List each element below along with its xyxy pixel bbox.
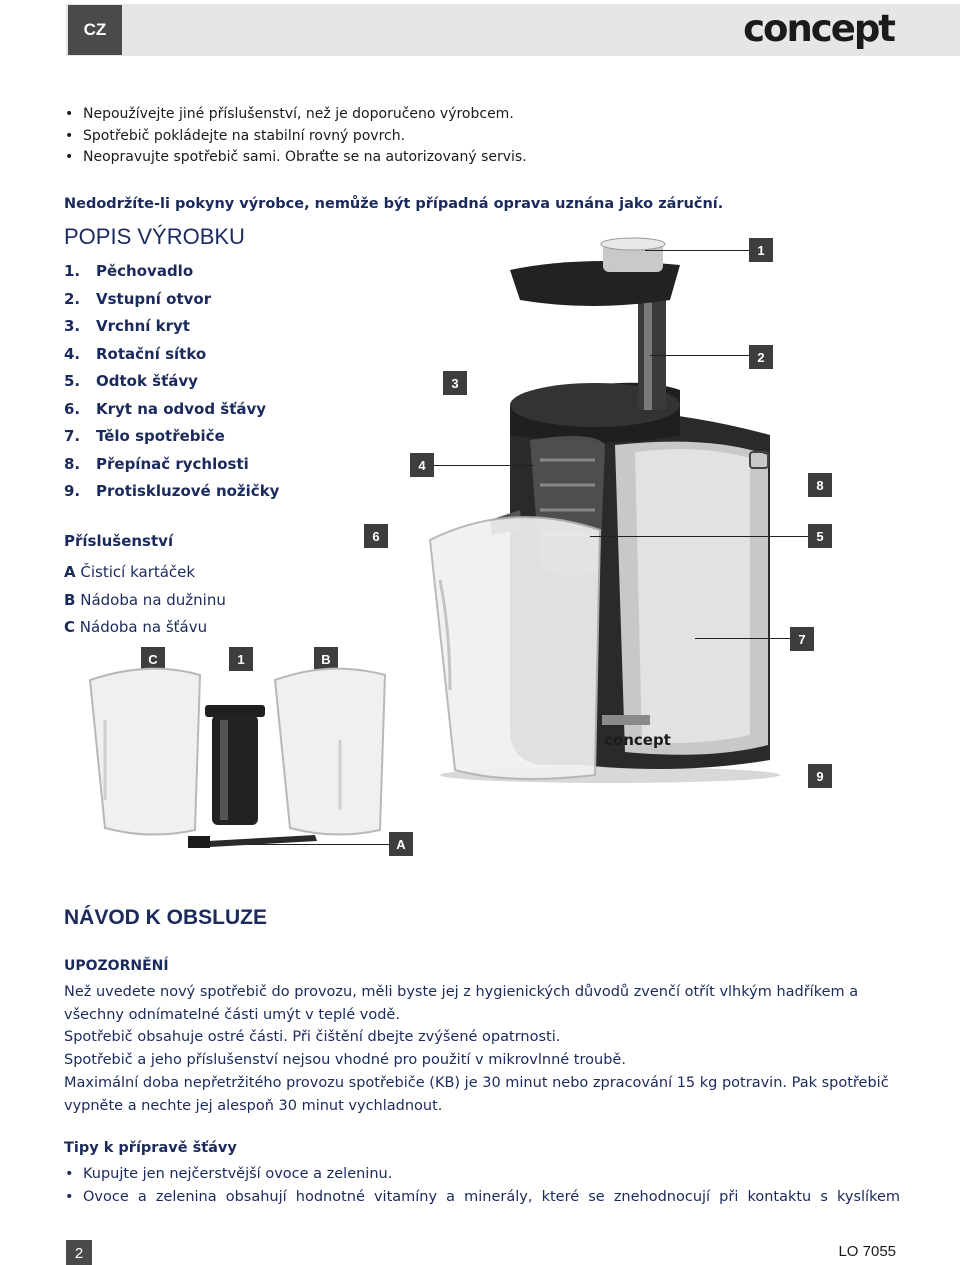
list-item: • Nepoužívejte jiné příslušenství, než je doporučeno výrobcem. [64,104,527,126]
callout-5: 5 [808,524,832,548]
leader-line [434,465,534,466]
accessory-key: C [64,618,76,636]
accessory-key: B [64,590,76,609]
part-number: 6. [64,399,81,418]
leader-line [695,638,790,639]
part-label: Pěchovadlo [96,262,194,280]
callout-1-tamper: 1 [229,647,253,671]
tips-title: Tipy k přípravě šťávy [64,1140,237,1156]
part-item [64,423,279,451]
part-number: 4. [64,344,81,363]
warranty-notice: Nedodržíte-li pokyny výrobce, nemůže být případná oprava uznána jako záruční. [64,196,724,212]
part-label: Protiskluzové nožičky [96,482,280,500]
part-item [64,313,279,341]
accessory-label: Nádoba na šťávu [79,618,208,636]
warning-text [64,981,900,1117]
warning-title: UPOZORNĚNÍ [64,958,169,974]
accessory-item [64,587,226,615]
part-label: Tělo spotřebiče [96,427,225,445]
part-label: Odtok šťávy [96,372,198,390]
part-number: 9. [64,482,81,500]
part-label: Vrchní kryt [96,317,190,335]
part-label: Kryt na odvod šťávy [96,399,267,418]
accessory-label: Čisticí kartáček [80,563,196,581]
callout-4: 4 [410,453,434,477]
part-number: 5. [64,372,81,390]
callout-3: 3 [443,371,467,395]
part-item [64,286,279,314]
part-item [64,368,279,396]
part-number: 1. [64,262,81,280]
warning-line: Než uvedete nový spotřebič do provozu, měli byste jej z hygienických důvodů zvenčí otřít vlhkým hadříkem a všechny odnímatelné části umýt v teplé vodě. [64,984,859,1023]
tips-list [64,1163,900,1208]
list-item: • Kupujte jen nejčerstvější ovoce a zeleninu. [64,1163,900,1186]
leader-line [650,355,749,356]
callout-6: 6 [364,524,388,548]
part-label: Přepínač rychlosti [96,454,249,473]
part-item [64,451,279,479]
list-item: • Neopravujte spotřebič sami. Obraťte se na autorizovaný servis. [64,147,527,169]
accessory-label: Nádoba na dužninu [80,590,226,609]
product-description-title: POPIS VÝROBKU [64,224,245,249]
part-number: 3. [64,317,81,335]
part-item [64,258,279,286]
part-item [64,478,279,506]
page-number: 2 [66,1240,92,1265]
accessory-item [64,614,226,642]
callout-9: 9 [808,764,832,788]
language-tab: CZ [68,5,122,55]
safety-bullets [64,104,527,169]
accessory-item [64,559,226,587]
model-code: LO 7055 [838,1243,896,1260]
list-item: • Ovoce a zelenina obsahují hodnotné vitamíny a minerály, které se znehodnocují při kontaktu s kyslíkem [64,1186,900,1209]
part-number: 8. [64,454,81,473]
part-item [64,341,279,369]
manual-title: NÁVOD K OBSLUZE [64,906,268,929]
callout-B: B [314,647,338,671]
part-number: 2. [64,289,81,308]
callout-2: 2 [749,345,773,369]
callout-7: 7 [790,627,814,651]
warning-line: Spotřebič a jeho příslušenství nejsou vhodné pro použití v mikrovlnné troubě. [64,1052,626,1069]
leader-line [590,536,808,537]
part-number: 7. [64,427,81,445]
machine-brand-logo: concept [604,731,671,749]
list-item: • Spotřebič pokládejte na stabilní rovný povrch. [64,126,527,148]
warning-line: Maximální doba nepřetržitého provozu spotřebiče (KB) je 30 minut nebo zpracování 15 kg potravin. Pak spotřebič vypněte a nechte jej alespoň 30 minut vychladnout. [64,1074,889,1114]
leader-line [645,250,749,251]
parts-list [64,258,279,506]
brand-logo: concept [743,7,894,50]
accessory-key: A [64,563,76,581]
part-item [64,396,279,424]
part-label: Rotační sítko [96,344,207,363]
warning-line: Spotřebič obsahuje ostré části. Při čištění dbejte zvýšené opatrnosti. [64,1029,561,1046]
callout-A: A [389,832,413,856]
accessories-title: Příslušenství [64,532,174,550]
callout-8: 8 [808,473,832,497]
callout-C: C [141,647,165,671]
callout-1: 1 [749,238,773,262]
part-label: Vstupní otvor [96,289,212,308]
juicer-illustration [380,230,800,790]
accessories-illustration [80,660,400,850]
accessories-list [64,559,226,642]
